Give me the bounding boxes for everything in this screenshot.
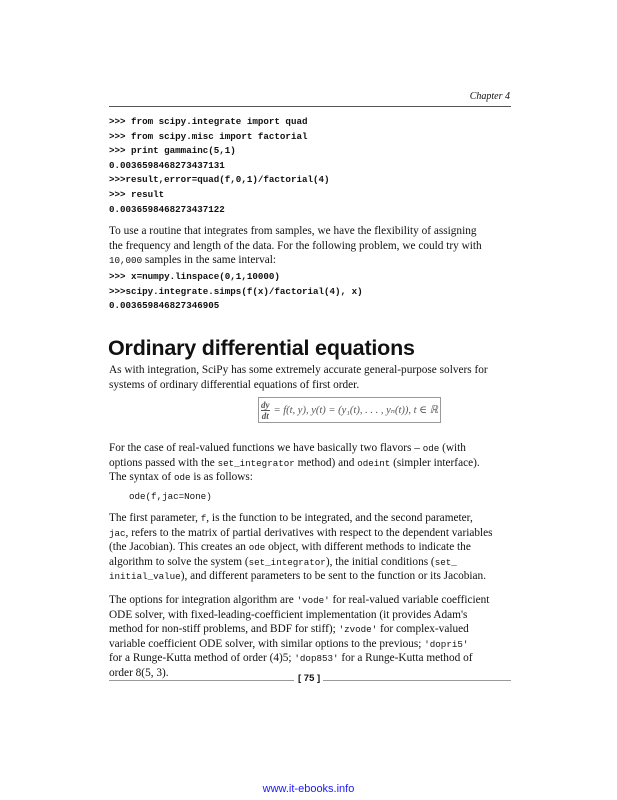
text-line (109, 608, 489, 623)
text-span: ), the initial conditions ( (325, 555, 435, 568)
page-number: [ 75 ] (298, 673, 321, 684)
text-line (109, 555, 493, 570)
inline-code: ode (173, 472, 191, 484)
code-line: 0.0036598468273437122 (109, 203, 225, 215)
footer-rule-left (109, 680, 294, 681)
paragraph-parameters (109, 511, 493, 584)
code-line: 0.0036598468273437131 (109, 159, 225, 171)
inline-code: set_integrator (248, 556, 326, 568)
text-span: (with (439, 442, 466, 454)
text-span: The first parameter, (109, 512, 201, 524)
paragraph-samples (109, 224, 482, 268)
inline-code: 'dopri5' (424, 638, 469, 650)
inline-code: set_ (434, 556, 457, 568)
text-span: for a Runge-Kutta method of (338, 652, 473, 665)
text-span: , is the function to be integrated, and the second parameter, (206, 512, 473, 524)
equation-denominator: dt (261, 410, 269, 421)
code-line: >>> from scipy.integrate import quad (109, 116, 308, 127)
text-line (109, 622, 489, 637)
text-line (109, 224, 482, 239)
text-span: , refers to the matrix of partial derivatives with respect to the dependent variables (125, 526, 493, 539)
text-span: (the Jacobian). This creates an (109, 541, 249, 554)
text-line (109, 470, 480, 485)
equation-numerator: dy (261, 399, 270, 410)
inline-code: jac (109, 527, 126, 539)
text-line (109, 456, 480, 471)
text-span: To use a routine that integrates from samples, we have the flexibility of assigning (109, 225, 477, 237)
text-line (109, 569, 493, 584)
text-span: options passed with the (109, 456, 218, 469)
text-line (109, 363, 488, 378)
inline-code: set_integrator (217, 457, 295, 469)
header-rule (109, 106, 511, 107)
text-span: variable coefficient ODE solver, with similar options to the previous; (109, 637, 425, 650)
code-line: 0.003659846827346905 (109, 300, 220, 312)
inline-code: odeint (357, 457, 391, 469)
text-span: for complex-valued (377, 623, 469, 636)
text-span: As with integration, SciPy has some extremely accurate general-purpose solvers for (109, 364, 488, 376)
paragraph-flavors (109, 441, 480, 485)
text-span: for a Runge-Kutta method of order (4)5; (109, 652, 295, 665)
text-span: for real-valued variable coefficient (329, 594, 490, 606)
inline-code: ode (422, 443, 440, 454)
inline-code: 'vode' (296, 595, 330, 606)
text-line (109, 651, 489, 666)
text-span: object, with different methods to indicate the (265, 541, 471, 554)
inline-code: 10,000 (109, 255, 143, 267)
text-line (109, 637, 489, 652)
text-line (109, 239, 482, 254)
code-line: >>> print gammainc(5,1) (109, 145, 236, 157)
text-span: algorithm to solve the system ( (109, 555, 249, 568)
text-line (109, 253, 482, 268)
text-span: The options for integration algorithm are (109, 594, 297, 606)
equation-image (258, 397, 441, 423)
text-line (109, 526, 493, 541)
text-span: For the case of real-valued functions we have basically two flavors – (109, 442, 423, 454)
code-line: >>>result,error=quad(f,0,1)/factorial(4) (109, 174, 330, 186)
text-span: systems of ordinary differential equations of first order. (109, 378, 360, 391)
chapter-header: Chapter 4 (469, 91, 510, 102)
inline-code: f (200, 513, 207, 524)
text-span: the frequency and length of the data. For the following problem, we could try with (109, 239, 482, 252)
syntax-code: ode(f,jac=None) (129, 491, 212, 502)
text-line (109, 540, 493, 555)
equation-fraction (261, 400, 270, 421)
inline-code: ode (248, 542, 266, 554)
code-line: >>> x=numpy.linspace(0,1,10000) (109, 271, 280, 282)
paragraph-intro (109, 363, 488, 392)
text-span: ), and different parameters to be sent to the function or its Jacobian. (180, 570, 487, 583)
footer-rule-right (323, 680, 511, 681)
code-block-quad (109, 115, 330, 217)
text-line (109, 441, 480, 456)
text-line (109, 593, 489, 608)
code-block-simps (109, 270, 363, 314)
inline-code: 'dop853' (294, 653, 339, 665)
text-span: samples in the same interval: (142, 254, 277, 267)
code-line: >>> from scipy.misc import factorial (109, 130, 308, 142)
text-span: The syntax of (109, 471, 174, 484)
text-span: is as follows: (190, 471, 253, 484)
text-span: method for non-stiff problems, and BDF for stiff); (109, 623, 339, 636)
code-line: >>>scipy.integrate.simps(f(x)/factorial(4), x) (109, 285, 363, 297)
inline-code: 'zvode' (338, 624, 378, 636)
text-span: order 8(5, 3). (109, 666, 169, 679)
text-line (109, 511, 493, 526)
text-line (109, 378, 488, 393)
text-span: method) and (294, 456, 358, 469)
paragraph-options (109, 593, 489, 681)
section-heading: Ordinary differential equations (108, 336, 415, 360)
text-span: (simpler interface). (390, 456, 480, 469)
inline-code: initial_value (109, 571, 181, 583)
ebooks-link[interactable]: www.it-ebooks.info (262, 783, 355, 795)
code-line: >>> result (109, 188, 165, 200)
text-span: ODE solver, with fixed-leading-coefficient implementation (it provides Adam's (109, 608, 468, 621)
equation-rhs: = f(t, y), y(t) = (y₁(t), . . . , yₙ(t)), t ∈ ℝ (273, 405, 438, 416)
